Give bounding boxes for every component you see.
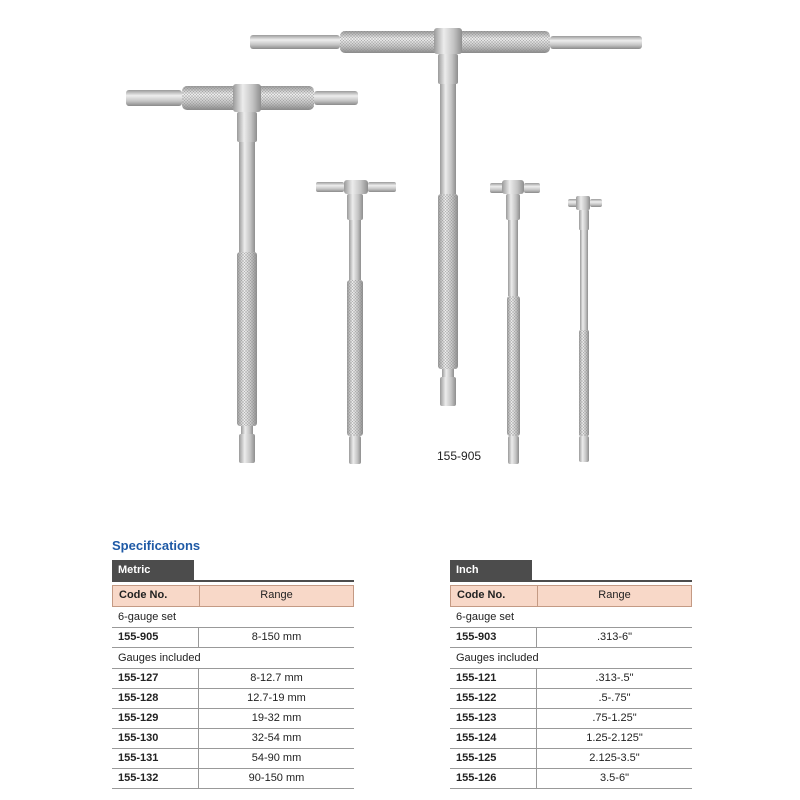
tab-rule [450, 580, 692, 582]
table-row [450, 689, 692, 709]
range-cell: 90-150 mm [198, 769, 354, 788]
table-row [112, 689, 354, 709]
product-caption: 155-905 [437, 449, 482, 463]
range-cell: 32-54 mm [198, 729, 354, 748]
table-row [450, 709, 692, 729]
tab-rule [112, 580, 354, 582]
range-cell: 19-32 mm [198, 709, 354, 728]
gauge-smallest [568, 196, 602, 462]
code-column-header: Code No. [457, 589, 506, 601]
table-row [450, 749, 692, 769]
code-cell: 155-130 [118, 732, 159, 744]
range-cell: .75-1.25" [536, 709, 692, 728]
metric-tab: Metric [112, 560, 194, 580]
column-header-row [112, 585, 354, 607]
table-row [450, 628, 692, 648]
column-header-row [450, 585, 692, 607]
inch-table [450, 560, 692, 789]
range-cell: 12.7-19 mm [198, 689, 354, 708]
code-cell: 155-128 [118, 692, 159, 704]
table-row [112, 749, 354, 769]
metric-tab-header [112, 560, 354, 582]
range-cell: .313-6" [536, 628, 692, 647]
code-cell: 155-127 [118, 672, 159, 684]
table-row [112, 669, 354, 689]
inch-tab: Inch [450, 560, 532, 580]
table-row [112, 628, 354, 648]
inch-tab-header [450, 560, 692, 582]
code-cell: 155-129 [118, 712, 159, 724]
code-cell: 155-126 [456, 772, 497, 784]
metric-table [112, 560, 354, 789]
code-cell: 155-124 [456, 732, 497, 744]
table-row [112, 729, 354, 749]
code-cell: 155-905 [118, 631, 159, 643]
gauge-small [490, 180, 540, 464]
gauge-large [126, 84, 358, 463]
set-section-label: 6-gauge set [450, 607, 692, 628]
set-section-label: 6-gauge set [112, 607, 354, 628]
range-cell: .5-.75" [536, 689, 692, 708]
gauge-medium [316, 180, 396, 464]
range-column-header: Range [537, 586, 691, 606]
range-cell: 8-150 mm [198, 628, 354, 647]
code-cell: 155-123 [456, 712, 497, 724]
table-row [450, 769, 692, 789]
table-row [112, 769, 354, 789]
code-cell: 155-121 [456, 672, 497, 684]
range-cell: 8-12.7 mm [198, 669, 354, 688]
range-column-header: Range [199, 586, 353, 606]
range-cell: 54-90 mm [198, 749, 354, 768]
range-cell: 3.5-6" [536, 769, 692, 788]
table-row [450, 669, 692, 689]
table-row [112, 709, 354, 729]
code-column-header: Code No. [119, 589, 168, 601]
included-section-label: Gauges included [450, 648, 692, 669]
range-cell: 1.25-2.125" [536, 729, 692, 748]
code-cell: 155-131 [118, 752, 159, 764]
specifications-heading: Specifications [112, 538, 201, 553]
range-cell: 2.125-3.5" [536, 749, 692, 768]
code-cell: 155-132 [118, 772, 159, 784]
code-cell: 155-903 [456, 631, 497, 643]
table-row [450, 729, 692, 749]
range-cell: .313-.5" [536, 669, 692, 688]
code-cell: 155-122 [456, 692, 497, 704]
code-cell: 155-125 [456, 752, 497, 764]
included-section-label: Gauges included [112, 648, 354, 669]
